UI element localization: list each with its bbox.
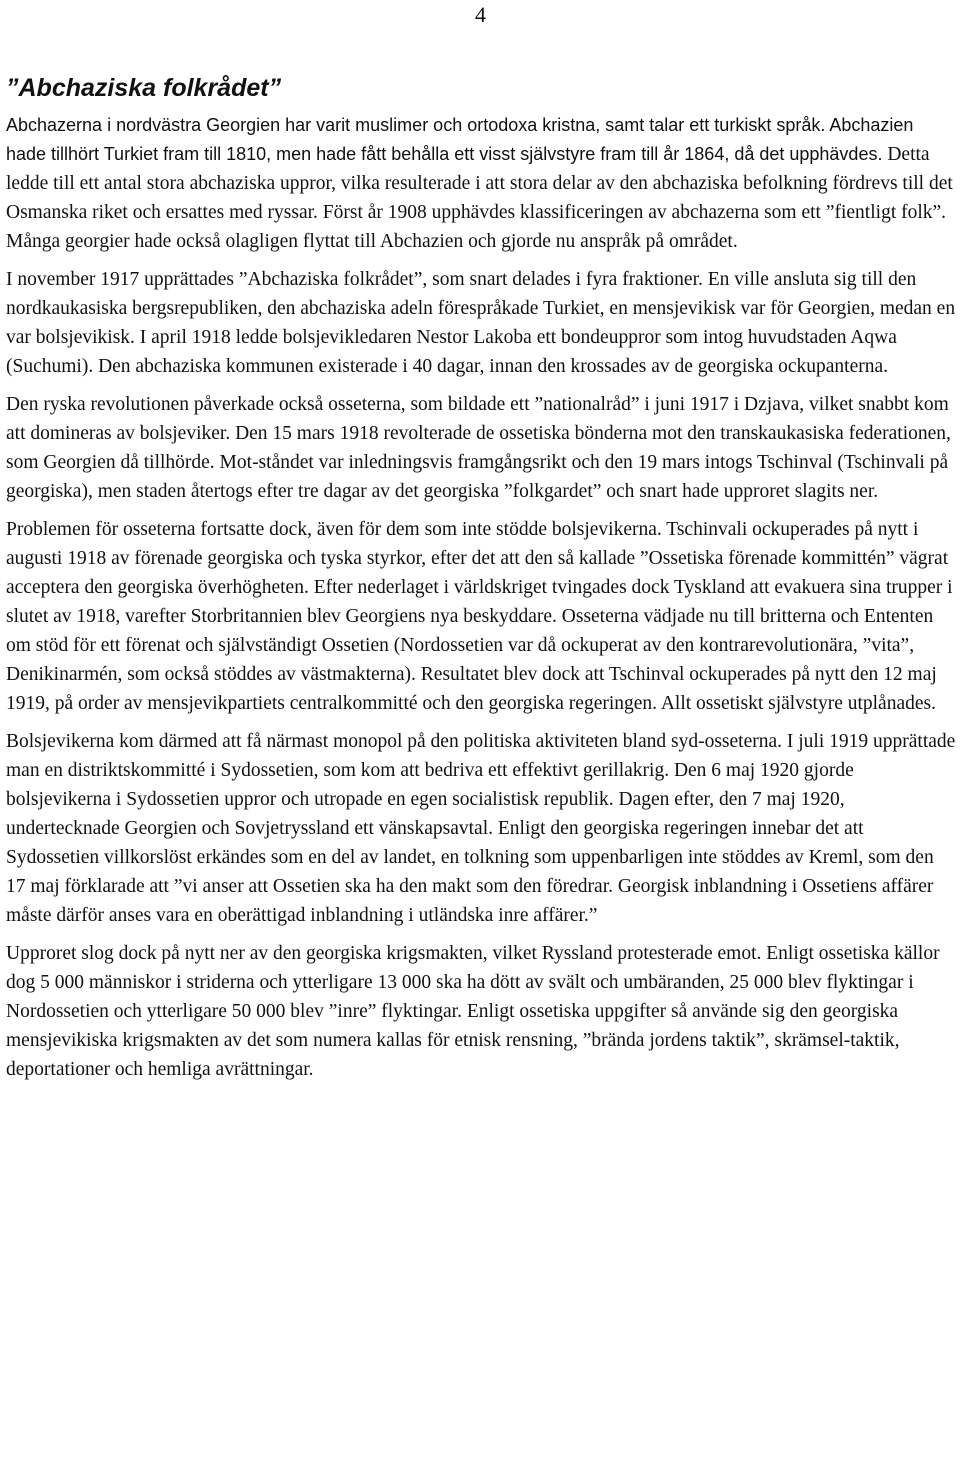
paragraph-run: Detta ledde till ett antal stora abchaziska uppror, vilka resulterade i att stora delar av den abchaziska befolkning fördrevs till det Osmanska riket och ersattes med ryssar. Först år 1908 upphävdes klassificeringen av abchazerna som ett ”fientligt folk”. Många georgier hade också olagligen flyttat till Abchazien och gjorde nu anspråk på området. [6,144,953,252]
document-body [6,72,958,1093]
paragraph-run: Abchazerna i nordvästra Georgien har varit muslimer och ortodoxa kristna, samt talar ett turkiskt språk. Abchazien hade tillhört Turkiet fram till 1810, men hade fått behålla ett visst självstyre fram till år 1864, då det upphävdes. [6,115,914,164]
page-number: 4 [475,2,486,27]
paragraph-run: Upproret slog dock på nytt ner av den georgiska krigsmakten, vilket Ryssland protesterade emot. Enligt ossetiska källor dog 5 000 människor i striderna och ytterligare 13 000 ska ha dött av svält och umbäranden, 25 000 blev flyktingar i Nordossetien och ytterligare 50 000 blev ”inre” flyktingar. Enligt ossetiska uppgifter så använde sig den georgiska mensjevikiska krigsmakten av det som numera kallas för etnisk rensning, ”brända jordens taktik”, skrämsel-taktik, deportationer och hemliga avrättningar. [6,943,940,1080]
paragraph-run: I november 1917 upprättades ”Abchaziska folkrådet”, som snart delades i fyra fraktioner. En ville ansluta sig till den nordkaukasiska bergsrepubliken, den abchaziska adeln förespråkade Turkiet, en mensjevikisk var för Georgien, medan en var bolsjevikisk. I april 1918 ledde bolsjevikledaren Nestor Lakoba ett bondeuppror som intog huvudstaden Aqwa (Suchumi). Den abchaziska kommunen existerade i 40 dagar, innan den krossades av de georgiska ockupanterna. [6,269,956,377]
paragraph-abchazia-background [6,111,958,256]
section-heading: ”Abchaziska folkrådet” [6,74,282,102]
paragraph-run: Den ryska revolutionen påverkade också osseterna, som bildade ett ”nationalråd” i juni 1917 i Dzjava, vilket snabbt kom att domineras av bolsjeviker. Den 15 mars 1918 revolterade de ossetiska bönderna mot den transkaukasiska federationen, som Georgien då tillhörde. Mot-ståndet var inledningsvis framgångsrikt och den 19 mars intogs Tschinval (Tschinvali på georgiska), men staden återtogs efter tre dagar av det georgiska ”folkgardet” och snart hade upproret slagits ner. [6,394,951,502]
paragraph-ossetian-problems [6,515,958,718]
paragraph-run: Bolsjevikerna kom därmed att få närmast monopol på den politiska aktiviteten bland syd-osseterna. I juli 1919 upprättade man en distriktskommitté i Sydossetien, som kom att bedriva ett effektivt gerillakrig. Den 6 maj 1920 gjorde bolsjevikerna i Sydossetien uppror och utropade en egen socialistisk republik. Dagen efter, den 7 maj 1920, undertecknade Georgien och Sovjetryssland ett vänskapsavtal. Enligt den georgiska regeringen innebar det att Sydossetien villkorslöst erkändes som en del av landet, en tolkning som uppenbarligen inte stöddes av Kreml, som den 17 maj förklarade att ”vi anser att Ossetien ska ha den makt som den föredrar. Georgisk inblandning i Ossetiens affärer måste därför anses vara en oberättigad inblandning i utländska inre affärer.” [6,731,956,926]
paragraph-uprising-crushed [6,939,958,1084]
paragraph-run: Problemen för osseterna fortsatte dock, även för dem som inte stödde bolsjevikerna. Tschinvali ockuperades på nytt i augusti 1918 av förenade georgiska och tyska styrkor, efter det att den så kallade ”Ossetiska förenade kommittén” vägrat acceptera den georgiska överhögheten. Efter nederlaget i världskriget tvingades dock Tyskland att evakuera sina trupper i slutet av 1918, varefter Storbritannien blev Georgiens nya beskyddare. Osseterna vädjade nu till britterna och Ententen om stöd för ett förenat och självständigt Ossetien (Nordossetien var då ockuperat av den kontrarevolutionära, ”vita”, Denikinarmén, som också stöddes av västmakterna). Resultatet blev dock att Tschinval ockuperades på nytt den 12 maj 1919, på order av mensjevikpartiets centralkommitté och den georgiska regeringen. Allt ossetiskt självstyre utplånades. [6,519,953,714]
paragraph-folk-council [6,265,958,381]
paragraph-bolshevik-monopoly [6,727,958,930]
paragraph-ossetian-revolt [6,390,958,506]
